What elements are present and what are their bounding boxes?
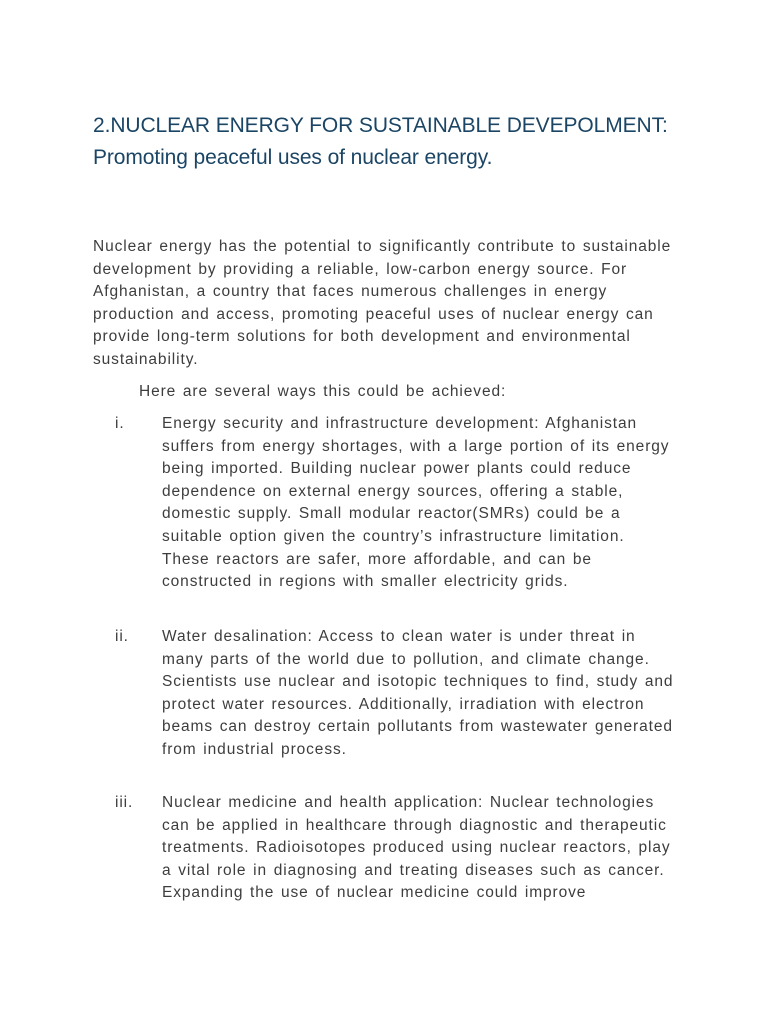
- list-item-number: ii.: [115, 628, 129, 645]
- list-item-text: Water desalination: Access to clean water is under threat in many parts of the world due to pollution, and climate change. Scientists use nuclear and isotopic techniques to find, study and protect water resources. Additionally, irradiation with electron beams can destroy certain pollutants from wastewater generated from industrial process.: [162, 628, 674, 758]
- list-item-number: iii.: [115, 794, 134, 811]
- list-item-number: i.: [115, 415, 125, 432]
- lead-sentence: Here are several ways this could be achieved:: [139, 383, 507, 400]
- list-item-text: Energy security and infrastructure development: Afghanistan suffers from energy shortages, with a large portion of its energy being imported. Building nuclear power plants could reduce dependence on external energy sources, offering a stable, domestic supply. Small modular reactor(SMRs) could be a suitable option given the country’s infrastructure limitation. These reactors are safer, more affordable, and can be constructed in regions with smaller electricity grids.: [162, 415, 670, 591]
- intro-paragraph: Nuclear energy has the potential to significantly contribute to sustainable development by providing a reliable, low-carbon energy source. For Afghanistan, a country that faces numerous challenges in energy production and access, promoting peaceful uses of nuclear energy can provide long-term solutions for both development and environmental sustainability.: [93, 238, 672, 368]
- list-item-text: Nuclear medicine and health application: Nuclear technologies can be applied in healthcare through diagnostic and therapeutic treatments. Radioisotopes produced using nuclear reactors, play a vital role in diagnosing and treating diseases such as cancer. Expanding the use of nuclear medicine could improve: [162, 794, 671, 902]
- section-heading: 2.NUCLEAR ENERGY FOR SUSTAINABLE DEVEPOLMENT: Promoting peaceful uses of nuclear energy.: [93, 114, 668, 169]
